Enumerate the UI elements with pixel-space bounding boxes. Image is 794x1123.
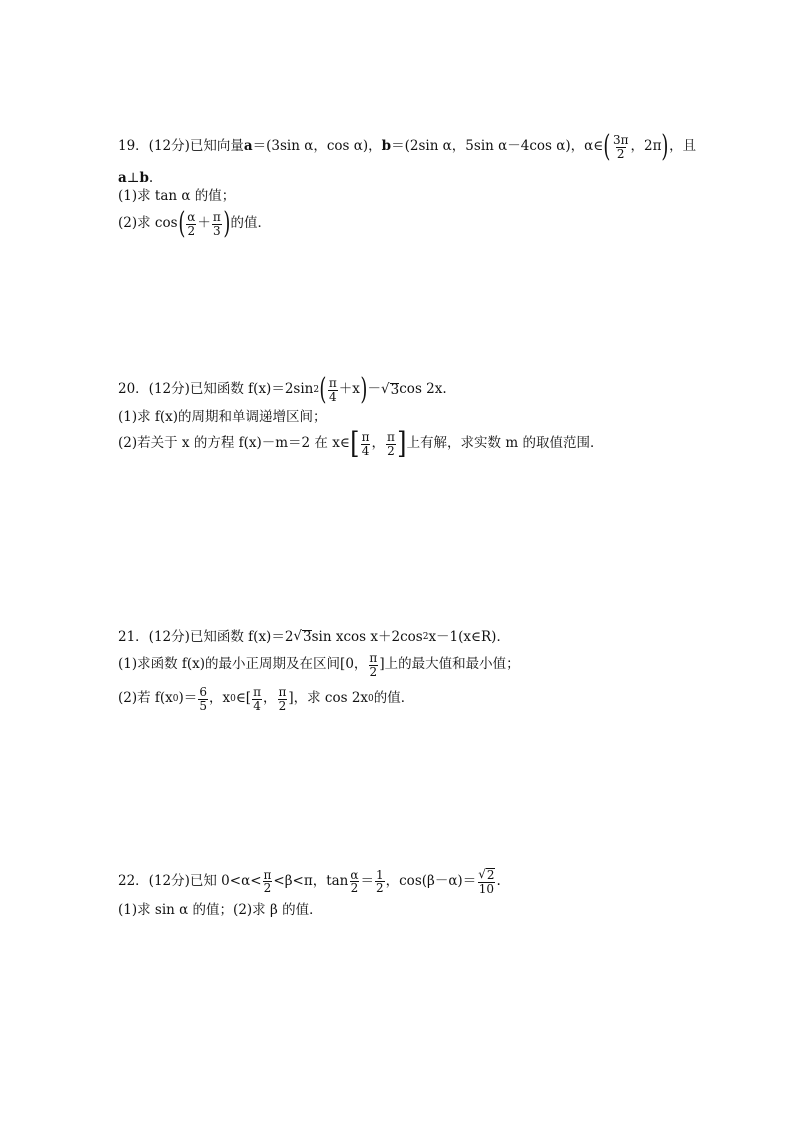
fraction: $\frac{\pi}{2}$ — [369, 651, 378, 679]
fraction: $\frac{\pi}{2}$ — [263, 867, 272, 896]
problem-21-line-2: (1)求函数 f(x)的最小正周期及在区间[0， $\frac{\pi}{2}$ ]上的最大值和最小值； — [118, 651, 520, 679]
fraction: $\frac{6}{5}$ — [199, 685, 207, 713]
right-paren: ) — [360, 372, 368, 407]
fraction: $\frac{\pi}{2}$ — [278, 685, 287, 713]
left-paren: ( — [603, 129, 611, 164]
square-root: √ 3 — [381, 380, 400, 398]
problem-22-line-2: (1)求 sin α 的值；(2)求 β 的值． — [118, 902, 323, 918]
problem-20-line-3: (2)若关于 x 的方程 f(x)－m＝2 在 x∈ [ $\frac{\pi}{4}$ ， $\frac{\pi}{2}$ ] 上有解，求实数 m 的取值范围． — [118, 426, 604, 461]
fraction: $\frac{\pi}{3}$ — [212, 209, 221, 238]
fraction: $\frac{\pi}{4}$ — [328, 375, 337, 404]
square-root: √ 3 — [293, 628, 312, 645]
right-paren: ) — [223, 206, 231, 241]
right-paren: ) — [661, 129, 669, 164]
problem-22-line-1: 22．(12分)已知 0<α< $\frac{\pi}{2}$ <β<π，tan $\frac{\alpha}{2}$ ＝ $\frac{1}{2}$ ，cos(β－α)＝ √ 2 10 . — [118, 867, 501, 896]
left-paren: ( — [177, 206, 185, 241]
problem-19-line-4: (2)求 cos ( $\frac{\alpha}{2}$ ＋ $\frac{\pi}{3}$ ) 的值． — [118, 206, 271, 241]
problem-20-line-1: 20．(12分)已知函数 f(x)＝2sin 2 ( $\frac{\pi}{4}$ ＋x ) － √ 3 cos 2x. — [118, 372, 447, 407]
fraction: $\frac{\alpha}{2}$ — [350, 867, 359, 896]
problem-19-line-2: a ⊥ b . — [118, 170, 154, 186]
left-bracket: [ — [350, 426, 360, 461]
fraction: √ 2 10 — [478, 867, 495, 896]
fraction: $\frac{1}{2}$ — [375, 867, 384, 896]
fraction: $\frac{\alpha}{2}$ — [187, 209, 196, 238]
left-paren: ( — [319, 372, 327, 407]
fraction: $\frac{\pi}{2}$ — [386, 429, 395, 458]
problem-21-line-3: (2)若 f(x 0 )＝ $\frac{6}{5}$ ，x 0 ∈[ $\frac{\pi}{4}$ ， $\frac{\pi}{2}$ ]，求 cos 2x 0 的值． — [118, 685, 415, 713]
problem-19-line-1: 19．(12分)已知向量 a ＝(3sin α，cos α)， b ＝(2sin α，5sin α－4cos α)，α∈ ( $\frac{3\pi}{2}$ ，2π ) ，且 — [118, 129, 697, 164]
square-root: √ 2 — [478, 867, 495, 882]
right-bracket: ] — [397, 426, 407, 461]
fraction: $\frac{\pi}{4}$ — [361, 429, 370, 458]
problem-21-line-1: 21．(12分)已知函数 f(x)＝2 √ 3 sin xcos x＋2cos 2 x－1(x∈R)． — [118, 628, 510, 645]
fraction: $\frac{3\pi}{2}$ — [612, 132, 629, 161]
fraction: $\frac{\pi}{4}$ — [253, 685, 261, 713]
problem-20-line-2: (1)求 f(x)的周期和单调递增区间； — [118, 409, 327, 425]
problem-19-line-3: (1)求 tan α 的值； — [118, 188, 236, 204]
